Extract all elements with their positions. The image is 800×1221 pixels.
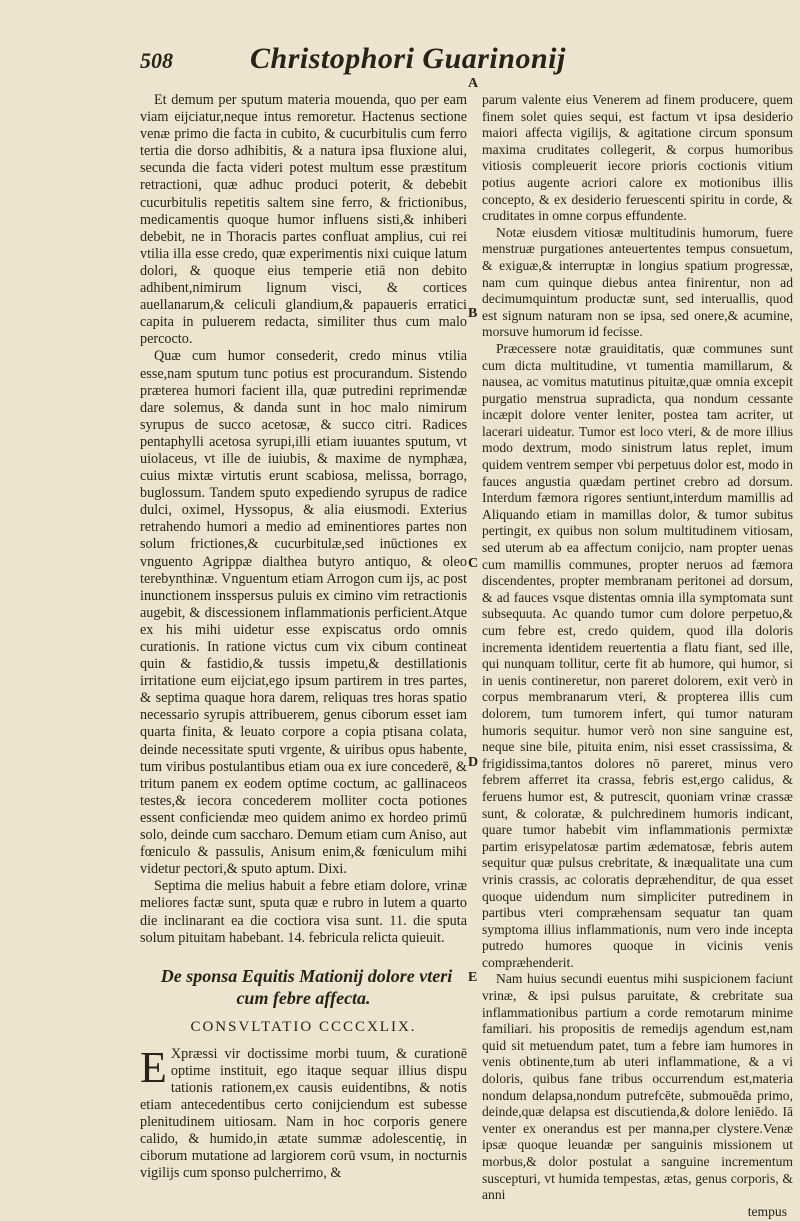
right-paragraph-1: parum valente eius Venerem ad finem producere, quem finem solet quies sequi, est factum vt ipsa desiderio maiori affecta vigilijs, & agitatione circum sponsum maxima cruditates collegerit, & corpus humoribus vitiosis compleuerit iecore prioris coctionis vitium potius augente acriori calore ex motionibus illis concepto, & ex desiderio feruescenti spiritu in corde, & cruditates in omne corpus effundente.	[482, 92, 793, 224]
right-column	[482, 92, 793, 1219]
section-title-line-1: De sponsa Equitis Mationij dolore vteri	[160, 965, 453, 986]
drop-cap: E	[140, 1042, 167, 1092]
section-title-line-2: cum febre affecta.	[236, 987, 371, 1008]
left-paragraph-1: Et demum per sputum materia mouenda, quo per eam viam eijciatur,neque intus remoretur. Hactenus sectione venæ primo die facta in cubito, & cucurbitulis cum ferro tertia die dorso adhibitis, & a natura ipsa fluxione alui, secunda die facta videri potest multum esse præstitum retractioni, quæ adhuc produci poterit, & debebit cucurbitulis repetitis saltem sine ferro, & frictionibus, medicamentis quoque humor influens sisti,& inhiberi debebit, ne in Thoracis partes confluat amplius, cui rei vtilia illa esse credo, quæ experimentis nixi cuique latum dolori, & quoque eius temperie etiā non debito adhibent,nimirum lignum visci, & cortices auellanarum,& celiculi glandium,& papaueris erratici capita in puluerem redacta, similiter thus cum malo percocto.	[140, 92, 467, 348]
right-paragraph-3: Præcessere notæ grauiditatis, quæ communes sunt cum dicta multitudine, vt tumentia mamillarum, & nausea, ac vomitus matutinus pituitæ,quæ omnia excepit purgatio menstrua supradicta, qua nondum cessante incæpit dolore venter leniter, postea tam acriter, ut lacerari uideatur. Tumor est loco vteri, & de more illius modo dextrum, modo sinistrum latus replet, imum quidem ventrem semper vbi perpetuus dolor est, modo in fauces angustia quædam pertinet crebro ad dorsum. Interdum fæmora rigores sentiunt,interdum mamillis ad Aliquando etiam in mamillas dolor, & tumor subitus pertingit, ex quibus non solum multitudinem vitiosam, sed uterum ab ea affectum conijcio, nam propter uenas cum mamillis communes, propter neruos ad fæmora discendentes, propter membranam peritonei ad dorsum, & ad fauces vsque distentas omnia illa symptomata sunt subsequuta. Ac quando tumor cum dolore perpetuo,& cum febre est, credo quidem, quod illa doloris incrementa identidem reuertentia a flatu fiant, sed ille, qui nunquam tollitur, certe fit ab humore, qui humor, si in uenis contineretur, non pareret dolorem, exit verò in corpus membranarum vteri, & propterea illis cum dolorem, tum tumorem infert, qui tumor naturam humoris sequitur. humor verò non sine sanguine est, neque sine bile, pituita enim, nisi esset crassissima, & frigidissima,tantos dolores nō pareret, minus vero febrem afferret ita crassa, febris est,ergo calidus, & feruens humor est, & putrescit, quoniam vrinæ crassæ sunt, & coloratæ, & pulchredinem humoris indicant, quare tumor habebit vim inflammationis permixtæ partim erisypelatosæ partim ædematosæ, febris autem sequitur quæ pulsus crebritate, & inæqualitate una cum vrinis crassis, ac coloratis depræhenditur, de qua esset quoque uidendum num simpliciter putredinem in partibus vteri compræhensam sequatur tan quam symptoma illius inflammationis, num vero inde incepta putredo humores quoque in vicinis venis compræhenderit.	[482, 340, 793, 970]
left-paragraph-2: Quæ cum humor consederit, credo minus vtilia esse,nam sputum tunc potius est procurandum. Sistendo præterea humori facient illa, quæ putredini reprimendæ dare solemus, & danda sunt in hoc malo nimirum syrupus de succo acetosæ, & succo citri. Radices pentaphylli acetosa syrupi,illi etiam iuuantes sputum, vt uiolaceus, vt ille de iuiubis, & maxime de nymphæa, cuius mixtæ virtutis erunt scabiosa, melissa, borrago, buglossum. Tandem sputo expediendo syrupus de radice dulci, oximel, Hyssopus, & alia eiusmodi. Exterius retrahendo humori a medio ad eminentiores partes non solum frictiones,& cucurbitulæ,sed inūctiones ex vnguento Agrippæ dialthea butyro antiquo, & oleo terebynthinæ. Vnguentum etiam Arrogon cum ijs, ac post inunctionem insspersus puluis ex cimino vim retractionis augebit, & discessionem inflammationis perficient.Atque ex his mihi uidetur esse expiscatus ordo omnis curationis. In ratione victus cum vix cibum contineat quin & fastidio,& tussis impetu,& destillationis irritatione eum eijciat,ego ipsum partirem in tres partes, & septima quaque hora darem, reliquas tres horas spatio necessario syrupis attribuerem, genus ciborum esset iam quarta finita, & leuato corpore a copia ptisana colata, deinde necessitate sputi vrgente, & uiribus opus habente, tum viribus postulantibus etiam oua ex iure concederē, & tritum panem ex eodem optime coctum, ac gallinaceos testes,& iecora concederem molliter cocta potiones essent conficiendæ meo quidem animo ex hordeo primū solo, deinde cum saccharo. Demum etiam cum Aniso, aut fœniculo & passulis, Anisum enim,& fœniculum mihi videtur pectori,& sputo aptum. Dixi.	[140, 348, 467, 878]
page-header	[0, 42, 800, 92]
left-paragraph-4	[140, 1042, 467, 1183]
margin-letter-d: D	[468, 755, 479, 770]
right-paragraph-2: Notæ eiusdem vitiosæ multitudinis humorum, fuere menstruæ purgationes anteuertentes tempus consuetum, & exiguæ,& interruptæ in longius spatium progressæ, nam cum quinque diebus antea finirentur, non ad decimumquintum productæ sunt, sed interuallis, quod est signum naturam non se ipsa, sed onere,& acumine, morsuve humorum id fecisse.	[482, 224, 793, 340]
margin-letter-a: A	[468, 76, 479, 91]
left-paragraph-4-text: Xpræssi vir doctissime morbi tuum, & curationē optime instituit, ego itaque sequar illius dispu tationis rationem,ex causis euidentibns, & notis etiam antecedentibus certo conijciendum est subesse plenitudinem uitiosam. Nam in hoc corporis genere calido, & humido,in ætate summæ adolescentię, in ciborum mutatione ad largiorem corū vsum, in nocturnis vigilijs cum sponso pulcherrimo, &	[140, 1045, 467, 1182]
left-column	[140, 92, 467, 1202]
running-title: Christophori Guarinonij	[250, 42, 566, 75]
consultatio-heading: CONSVLTATIO CCCCXLIX.	[190, 1018, 417, 1035]
section-title	[140, 965, 467, 1009]
page-number: 508	[140, 48, 173, 73]
margin-letter-c: C	[468, 556, 479, 571]
right-paragraph-4: Nam huius secundi euentus mihi suspicionem faciunt vrinæ, & ipsi pulsus paruitate, & crebritate sua inflammationibus partium a corde remotarum minime familiari. his propositis de remedijs agendum est,nam quid sit metuendum patet, tum a febre iam humores in venis obtinente,tum ab uteri inflammatione, & a vi doloris, quibus fane tribus occurrendum est,materia nondum delapsa,nondum putrefcēte, submouēda primo, deinde,quæ delapsa est discutienda,& dolore leniēdo. Iā venter ex onerandus est per manna,per clystere.Venæ ipsæ quoque leuandæ per sanguinis missionem ut morbus,& dolor postulat a sanguine incrementum suscepturi, vt humida tempestas, ætas, genus corporis, & anni	[482, 971, 793, 1203]
margin-letter-e: E	[468, 970, 478, 985]
catchword: tempus	[747, 1203, 787, 1219]
left-paragraph-3: Septima die melius habuit a febre etiam dolore, vrinæ meliores factæ sunt, sputa quæ e rubro in lutem a quarto die inclinarant ea die coctiora visa sunt. 11. die sputa solum pituitam habebant. 14. febricula relicta quieuit.	[140, 878, 467, 946]
margin-letter-b: B	[468, 306, 478, 321]
